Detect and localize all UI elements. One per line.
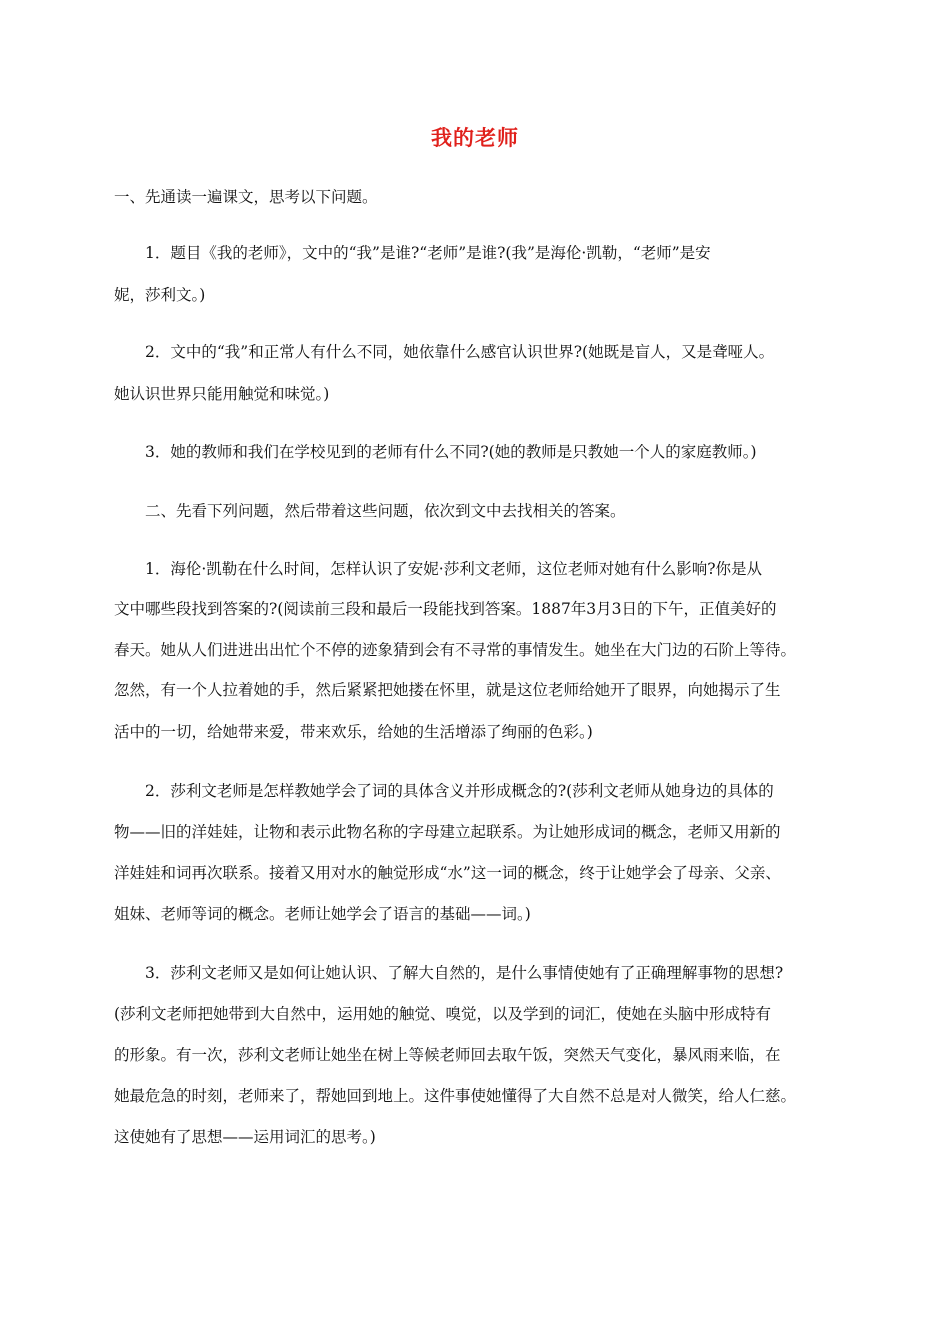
- section2-q1-line3: 春天。她从人们进进出出忙个不停的迹象猜到会有不寻常的事情发生。她坐在大门边的石阶上等待。: [114, 641, 797, 659]
- section1-q1-line1: 1．题目《我的老师》，文中的“我”是谁?“老师”是谁?(我”是海伦·凯勒，“老师”是安: [145, 244, 711, 262]
- section2-q2-line1: 2．莎利文老师是怎样教她学会了词的具体含义并形成概念的?(莎利文老师从她身边的具体的: [145, 782, 774, 800]
- document-title: 我的老师: [431, 125, 519, 150]
- section2-heading: 二、先看下列问题，然后带着这些问题，依次到文中去找相关的答案。: [145, 502, 626, 520]
- section2-q2-line4: 姐妹、老师等词的概念。老师让她学会了语言的基础——词。): [114, 905, 531, 923]
- section2-q3-line1: 3．莎利文老师又是如何让她认识、了解大自然的，是什么事情使她有了正确理解事物的思想?: [145, 964, 784, 982]
- section1-heading: 一、先通读一遍课文，思考以下问题。: [114, 188, 378, 206]
- section2-q1-line5: 活中的一切，给她带来爱，带来欢乐，给她的生活增添了绚丽的色彩。): [114, 723, 593, 741]
- section1-q3-line1: 3．她的教师和我们在学校见到的老师有什么不同?(她的教师是只教她一个人的家庭教师。): [145, 443, 757, 461]
- section2-q3-line4: 她最危急的时刻，老师来了，帮她回到地上。这件事使她懂得了大自然不总是对人微笑，给人仁慈。: [114, 1087, 797, 1105]
- section2-q2-line2: 物——旧的洋娃娃，让物和表示此物名称的字母建立起联系。为让她形成词的概念，老师又用新的: [114, 823, 781, 841]
- section2-q3-line2: (莎利文老师把她带到大自然中，运用她的触觉、嗅觉，以及学到的词汇，使她在头脑中形成特有: [114, 1005, 772, 1023]
- section2-q1-line1: 1．海伦·凯勒在什么时间，怎样认识了安妮·莎利文老师，这位老师对她有什么影响?你是从: [145, 560, 763, 578]
- section1-q1-line2: 妮，莎利文。): [114, 286, 206, 304]
- section2-q1-line2: 文中哪些段找到答案的?(阅读前三段和最后一段能找到答案。1887年3月3日的下午，正值美好的: [114, 600, 777, 618]
- section1-q2-line1: 2．文中的“我”和正常人有什么不同，她依靠什么感官认识世界?(她既是盲人，又是聋哑人。: [145, 343, 775, 361]
- section2-q1-line4: 忽然，有一个人拉着她的手，然后紧紧把她搂在怀里，就是这位老师给她开了眼界，向她揭示了生: [114, 681, 781, 699]
- section2-q3-line3: 的形象。有一次，莎利文老师让她坐在树上等候老师回去取午饭，突然天气变化，暴风雨来临，在: [114, 1046, 781, 1064]
- section2-q2-line3: 洋娃娃和词再次联系。接着又用对水的触觉形成“水”这一词的概念，终于让她学会了母亲、父亲、: [114, 864, 781, 882]
- section2-q3-line5: 这使她有了思想——运用词汇的思考。): [114, 1128, 376, 1146]
- section1-q2-line2: 她认识世界只能用触觉和味觉。): [114, 385, 330, 403]
